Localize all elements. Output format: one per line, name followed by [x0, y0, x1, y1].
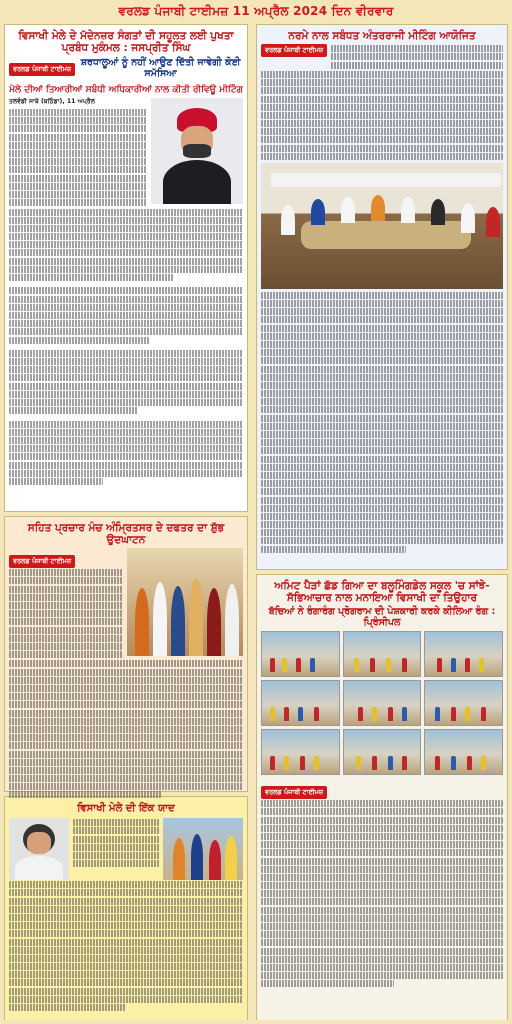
school-photo: [261, 631, 340, 677]
masthead-title: ਵਰਲਡ ਪੰਜਾਬੀ ਟਾਈਮਜ਼ 11 ਅਪ੍ਰੈਲ 2024 ਦਿਨ ਵੀਰਵਾਰ: [118, 4, 394, 18]
article-headline: ਸਹਿਤ ਪ੍ਰਚਾਰ ਮੰਚ ਅੰਮ੍ਰਿਤਸਰ ਦੇ ਦਫਤਰ ਦਾ ਸ਼ੁੱਭ ਉਦਘਾਟਨ: [27, 522, 225, 546]
official-portrait: [151, 98, 243, 204]
article-subhead: ਬੱਚਿਆਂ ਨੇ ਰੰਗਾਰੰਗ ਪ੍ਰੋਗਰਾਮ ਦੀ ਪੇਸ਼ਕਾਰੀ ਕਰਕੇ ਕੀਲਿਆ ਰੰਗ : ਪ੍ਰਿੰਸੀਪਲ: [268, 606, 496, 628]
source-tag: ਵਰਲਡ ਪੰਜਾਬੀ ਟਾਈਮਜ਼: [9, 63, 75, 76]
school-photo: [424, 631, 503, 677]
article-subhead-2: ਮੇਲੇ ਦੀਆਂ ਤਿਆਰੀਆਂ ਸਬੰਧੀ ਅਧਿਕਾਰੀਆਂ ਨਾਲ ਕੀਤੀ ਰੀਵਿਊ ਮੀਟਿੰਗ: [9, 85, 243, 95]
source-tag: ਵਰਲਡ ਪੰਜਾਬੀ ਟਾਈਮਜ਼: [261, 44, 327, 57]
author-photo: [9, 818, 69, 880]
left-column: [4, 24, 248, 1020]
school-photo: [343, 680, 422, 726]
school-photo: [261, 680, 340, 726]
school-photo-grid: [261, 631, 503, 775]
inauguration-photo: [127, 548, 243, 656]
school-photo: [424, 680, 503, 726]
school-photo: [261, 729, 340, 775]
article-vaisakhi-arrangements: [4, 24, 248, 512]
article-blooming-dale-school: [256, 574, 508, 1020]
article-vaisakhi-memory: [4, 796, 248, 1020]
article-headline: ਨਰਮੇ ਨਾਲ ਸਬੰਧਤ ਅੰਤਰਰਾਜੀ ਮੀਟਿੰਗ ਆਯੋਜਿਤ: [288, 30, 476, 42]
source-tag: ਵਰਲਡ ਪੰਜਾਬੀ ਟਾਈਮਜ਼: [9, 555, 75, 568]
festival-photo: [163, 818, 243, 880]
right-column: [256, 24, 508, 1020]
article-sahit-manch: [4, 516, 248, 792]
article-headline: ਵਿਸਾਖੀ ਮੇਲੇ ਦੇ ਮੱਦੇਨਜ਼ਰ ਸੰਗਤਾਂ ਦੀ ਸਹੂਲਤ ਲਈ ਪੁਖਤਾ ਪ੍ਰਬੰਧ ਮੁਕੰਮਲ : ਜਸਪ੍ਰੀਤ ਸਿੰਘ: [18, 30, 234, 54]
source-tag: ਵਰਲਡ ਪੰਜਾਬੀ ਟਾਈਮਜ਼: [261, 786, 327, 799]
school-photo: [343, 729, 422, 775]
school-photo: [343, 631, 422, 677]
article-subhead: ਸ਼ਰਧਾਲੂਆਂ ਨੂੰ ਨਹੀਂ ਆਉਣ ਦਿੱਤੀ ਜਾਵੇਗੀ ਕੋਈ ਸਮੱਸਿਆ: [80, 57, 241, 79]
meeting-photo: [261, 163, 503, 289]
masthead: [0, 0, 512, 22]
article-headline: ਵਿਸਾਖੀ ਮੇਲੇ ਦੀ ਇੱਕ ਯਾਦ: [77, 803, 175, 814]
article-cotton-meeting: [256, 24, 508, 570]
article-lead: ਤਲਵੰਡੀ ਸਾਬੋ (ਬਠਿੰਡਾ), 11 ਅਪ੍ਰੈਲ: [9, 98, 95, 105]
school-photo: [424, 729, 503, 775]
article-headline: ਅਮਿਟ ਪੈੜਾਂ ਛੱਡ ਗਿਆ ਦਾ ਬਲੂਮਿੰਗਡੇਲ ਸਕੂਲ 'ਚ ਸਾਂਝੇ-ਸੱਭਿਆਚਾਰ ਨਾਲ ਮਨਾਇਆ ਵਿਸਾਖੀ ਦਾ ਤਿਉਹਾਰ: [274, 580, 490, 604]
